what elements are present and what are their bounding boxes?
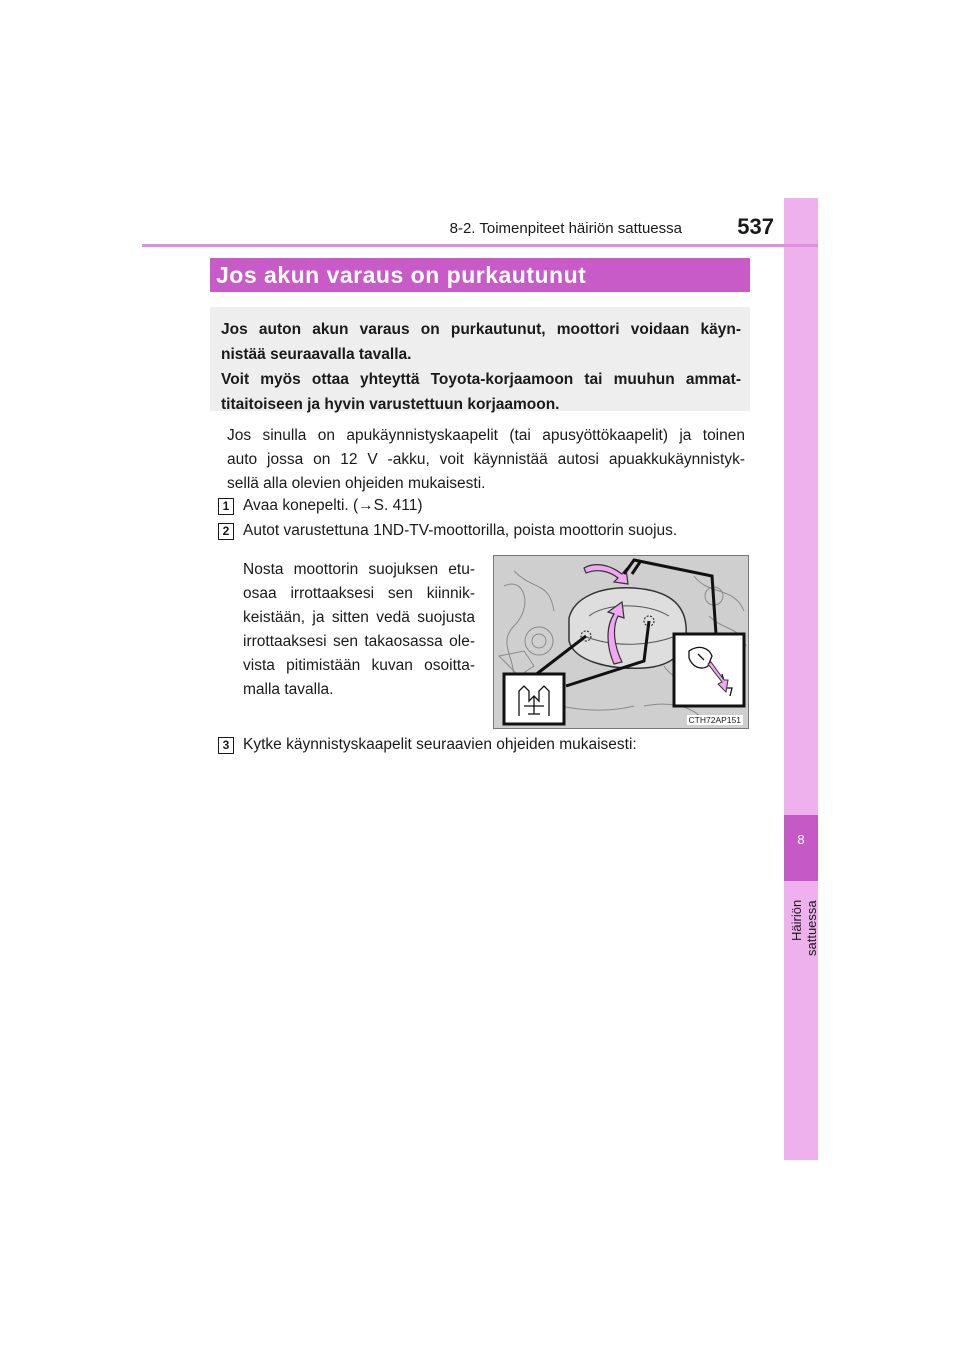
note-line: irrottaaksesi sen takaosassa ole-: [243, 633, 475, 650]
engine-bay-drawing: [494, 556, 748, 728]
page-number: 537: [737, 214, 774, 239]
step-3-text: Kytke käynnistyskaapelit seuraavien ohjeiden mukaisesti:: [243, 736, 637, 753]
intro-line: Voit myös ottaa yhteyttä Toyota-korjaamoon tai muuhun ammat-: [221, 371, 741, 388]
intro-line: nistää seuraavalla tavalla.: [221, 346, 412, 363]
header-rule: [142, 244, 818, 247]
body-line: auto jossa on 12 V -akku, voit käynnistää autosi apuakkukäynnistyk-: [227, 451, 745, 468]
step-2-badge: 2: [218, 523, 234, 540]
step-1-badge: 1: [218, 498, 234, 515]
section-title: Jos akun varaus on purkautunut: [216, 262, 587, 288]
step-2-text: Autot varustettuna 1ND-TV-moottorilla, poista moottorin suojus.: [243, 522, 678, 539]
chapter-number-block: [784, 815, 818, 881]
note-line: Nosta moottorin suojuksen etu-: [243, 561, 475, 578]
body-line: Jos sinulla on apukäynnistyskaapelit (tai apusyöttökaapelit) ja toinen: [227, 427, 745, 444]
intro-line: Jos auton akun varaus on purkautunut, moottori voidaan käyn-: [221, 321, 741, 338]
header-section-title: 8-2. Toimenpiteet häiriön sattuessa: [449, 220, 682, 237]
note-line: keistään, ja sitten vedä suojusta: [243, 609, 475, 626]
chapter-title: Häiriön sattuessa: [789, 900, 819, 956]
engine-cover-illustration: [493, 555, 749, 729]
body-line: sellä alla olevien ohjeiden mukaisesti.: [227, 475, 486, 492]
note-line: osaa irrottaaksesi sen kiinnik-: [243, 585, 475, 602]
step-3-badge: 3: [218, 737, 234, 754]
intro-text: [221, 317, 741, 417]
chapter-side-tab: [784, 198, 818, 1160]
step-1-text: Avaa konepelti. (→S. 411): [243, 497, 423, 514]
intro-line: titaitoiseen ja hyvin varustettuun korjaamoon.: [221, 396, 560, 413]
figure-code: CTH72AP151: [688, 715, 741, 725]
note-line: vista pitimistään kuvan osoitta-: [243, 657, 475, 674]
step-2-note: [243, 558, 475, 702]
note-line: malla tavalla.: [243, 681, 334, 698]
chapter-number: 8: [797, 832, 805, 847]
body-paragraph: [227, 424, 745, 496]
